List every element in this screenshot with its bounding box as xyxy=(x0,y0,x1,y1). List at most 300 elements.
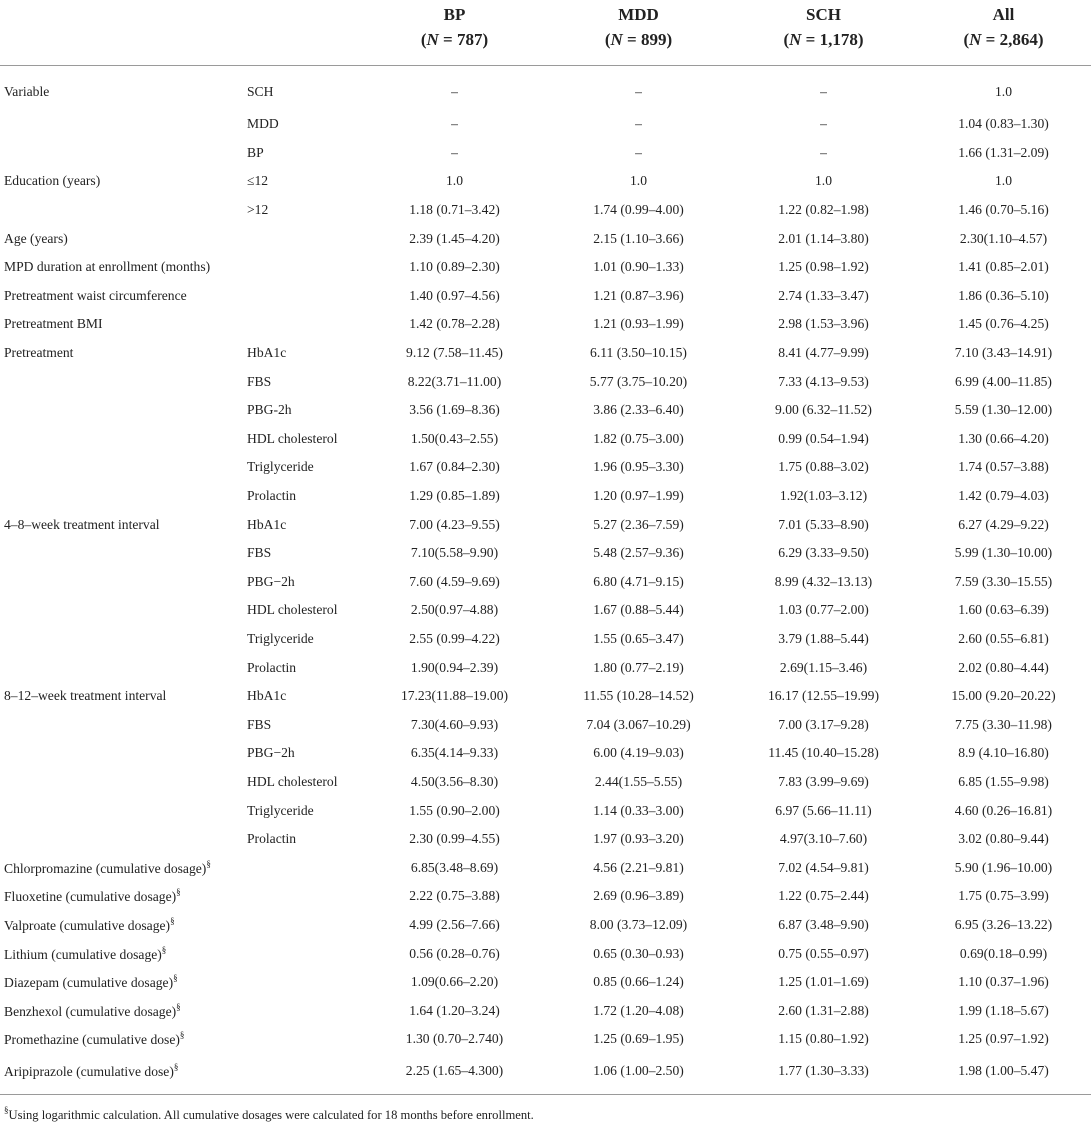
sch-value-cell-text: 4.97(3.10–7.60) xyxy=(779,831,868,847)
variable-cell xyxy=(0,653,243,682)
table-row xyxy=(0,139,1091,168)
mdd-value-cell xyxy=(546,510,731,539)
table-row xyxy=(0,796,1091,825)
table-footnote xyxy=(0,1095,1091,1123)
sch-value-cell-text: 1.22 (0.82–1.98) xyxy=(778,202,869,218)
mdd-value-cell-text: 6.11 (3.50–10.15) xyxy=(590,345,687,361)
all-value-cell xyxy=(916,110,1091,139)
variable-cell xyxy=(0,310,243,339)
bp-value-cell-text: 1.18 (0.71–3.42) xyxy=(409,202,500,218)
subgroup-cell xyxy=(243,825,363,854)
bp-value-cell xyxy=(363,367,546,396)
mdd-value-cell-text: 1.72 (1.20–4.08) xyxy=(593,1002,684,1018)
all-value-cell xyxy=(916,568,1091,597)
table-row xyxy=(0,882,1091,911)
mdd-value-cell xyxy=(546,739,731,768)
sch-value-cell xyxy=(731,853,916,882)
mdd-value-cell xyxy=(546,853,731,882)
sch-value-cell xyxy=(731,796,916,825)
subgroup-cell xyxy=(243,710,363,739)
variable-cell xyxy=(0,853,243,882)
sch-value-cell-text: 2.69(1.15–3.46) xyxy=(779,659,868,675)
table-row xyxy=(0,768,1091,797)
mdd-value-cell xyxy=(546,139,731,168)
bp-value-cell xyxy=(363,625,546,654)
footnote-marker: § xyxy=(179,1030,185,1041)
bp-value-cell xyxy=(363,911,546,940)
sch-value-cell xyxy=(731,110,916,139)
bp-value-cell-text: 17.23(11.88–19.00) xyxy=(400,688,509,704)
variable-cell xyxy=(0,367,243,396)
all-value-cell-text: 1.60 (0.63–6.39) xyxy=(958,602,1049,618)
header-col-n: (N = 899) xyxy=(604,30,673,49)
all-value-cell xyxy=(916,968,1091,997)
sch-value-cell xyxy=(731,66,916,111)
header-col-n: (N = 2,864) xyxy=(963,30,1044,49)
mdd-value-cell-text: – xyxy=(635,116,642,132)
variable-cell-text: 8–12–week treatment interval xyxy=(4,688,167,704)
mdd-value-cell xyxy=(546,882,731,911)
bp-value-cell-text: 1.10 (0.89–2.30) xyxy=(409,259,500,275)
variable-cell-text: Valproate (cumulative dosage) xyxy=(4,917,171,933)
subgroup-cell-text: PBG-2h xyxy=(247,402,292,418)
subgroup-cell xyxy=(243,253,363,282)
variable-cell xyxy=(0,224,243,253)
footnote-marker: § xyxy=(4,1104,9,1115)
mdd-value-cell-text: 11.55 (10.28–14.52) xyxy=(583,688,694,704)
bp-value-cell xyxy=(363,825,546,854)
sch-value-cell-text: 2.01 (1.14–3.80) xyxy=(778,230,869,246)
bp-value-cell xyxy=(363,253,546,282)
bp-value-cell xyxy=(363,482,546,511)
mdd-value-cell-text: 1.82 (0.75–3.00) xyxy=(593,430,684,446)
header-col-bp xyxy=(363,0,546,66)
subgroup-cell xyxy=(243,425,363,454)
subgroup-cell-text: Triglyceride xyxy=(247,802,314,818)
all-value-cell xyxy=(916,453,1091,482)
subgroup-cell-text: Prolactin xyxy=(247,659,297,675)
table-row xyxy=(0,568,1091,597)
mdd-value-cell xyxy=(546,968,731,997)
mdd-value-cell xyxy=(546,682,731,711)
bp-value-cell xyxy=(363,682,546,711)
variable-cell-text: Pretreatment xyxy=(4,345,74,361)
all-value-cell xyxy=(916,882,1091,911)
all-value-cell-text: 2.02 (0.80–4.44) xyxy=(958,659,1049,675)
all-value-cell xyxy=(916,939,1091,968)
bp-value-cell xyxy=(363,768,546,797)
mdd-value-cell xyxy=(546,939,731,968)
table-row xyxy=(0,482,1091,511)
sch-value-cell-text: 3.79 (1.88–5.44) xyxy=(778,630,869,646)
sch-value-cell xyxy=(731,625,916,654)
all-value-cell-text: 7.59 (3.30–15.55) xyxy=(954,573,1053,589)
mdd-value-cell xyxy=(546,110,731,139)
sch-value-cell-text: 2.74 (1.33–3.47) xyxy=(778,287,869,303)
sch-value-cell-text: 1.75 (0.88–3.02) xyxy=(778,459,869,475)
subgroup-cell xyxy=(243,996,363,1025)
variable-cell xyxy=(0,396,243,425)
sch-value-cell xyxy=(731,482,916,511)
table-row xyxy=(0,710,1091,739)
bp-value-cell-text: 2.30 (0.99–4.55) xyxy=(409,831,500,847)
subgroup-cell-text: ≤12 xyxy=(247,173,269,189)
all-value-cell-text: 1.99 (1.18–5.67) xyxy=(958,1002,1049,1018)
variable-cell xyxy=(0,196,243,225)
table-row xyxy=(0,224,1091,253)
variable-cell xyxy=(0,453,243,482)
mdd-value-cell xyxy=(546,453,731,482)
all-value-cell-text: 1.66 (1.31–2.09) xyxy=(958,144,1049,160)
sch-value-cell xyxy=(731,739,916,768)
bp-value-cell xyxy=(363,710,546,739)
all-value-cell xyxy=(916,1054,1091,1095)
mdd-value-cell-text: 0.85 (0.66–1.24) xyxy=(593,974,684,990)
footnote-marker: § xyxy=(170,915,175,926)
variable-cell xyxy=(0,768,243,797)
bp-value-cell xyxy=(363,510,546,539)
sch-value-cell-text: 11.45 (10.40–15.28) xyxy=(768,745,879,761)
all-value-cell-text: 7.10 (3.43–14.91) xyxy=(954,345,1053,361)
subgroup-cell-text: Prolactin xyxy=(247,488,297,504)
variable-cell xyxy=(0,682,243,711)
bp-value-cell xyxy=(363,310,546,339)
header-blank-variable xyxy=(0,0,243,66)
mdd-value-cell-text: 1.21 (0.87–3.96) xyxy=(593,287,684,303)
table-row xyxy=(0,1025,1091,1054)
table-row xyxy=(0,425,1091,454)
bp-value-cell-text: 2.50(0.97–4.88) xyxy=(410,602,499,618)
mdd-value-cell-text: 2.44(1.55–5.55) xyxy=(594,773,683,789)
mdd-value-cell-text: 5.27 (2.36–7.59) xyxy=(593,516,684,532)
sch-value-cell-text: 1.0 xyxy=(815,173,832,189)
mdd-value-cell-text: 2.15 (1.10–3.66) xyxy=(593,230,684,246)
bp-value-cell-text: 6.85(3.48–8.69) xyxy=(410,859,499,875)
mdd-value-cell xyxy=(546,224,731,253)
mdd-value-cell xyxy=(546,768,731,797)
bp-value-cell-text: 3.56 (1.69–8.36) xyxy=(409,402,500,418)
variable-cell xyxy=(0,568,243,597)
table-body xyxy=(0,66,1091,1095)
mdd-value-cell-text: 1.80 (0.77–2.19) xyxy=(593,659,684,675)
subgroup-cell xyxy=(243,282,363,311)
subgroup-cell-text: FBS xyxy=(247,373,272,389)
variable-cell xyxy=(0,539,243,568)
all-value-cell xyxy=(916,853,1091,882)
variable-cell xyxy=(0,282,243,311)
variable-cell xyxy=(0,253,243,282)
mdd-value-cell-text: – xyxy=(635,144,642,160)
variable-cell xyxy=(0,796,243,825)
header-col-mdd xyxy=(546,0,731,66)
subgroup-cell-text: PBG−2h xyxy=(247,573,295,589)
sch-value-cell xyxy=(731,882,916,911)
variable-cell xyxy=(0,1025,243,1054)
variable-cell-text: Pretreatment BMI xyxy=(4,316,103,332)
mdd-value-cell-text: 1.74 (0.99–4.00) xyxy=(593,202,684,218)
sch-value-cell xyxy=(731,968,916,997)
bp-value-cell xyxy=(363,996,546,1025)
subgroup-cell xyxy=(243,396,363,425)
sch-value-cell-text: 1.15 (0.80–1.92) xyxy=(778,1031,869,1047)
mdd-value-cell-text: 0.65 (0.30–0.93) xyxy=(593,945,684,961)
variable-cell xyxy=(0,710,243,739)
subgroup-cell xyxy=(243,539,363,568)
sch-value-cell xyxy=(731,167,916,196)
sch-value-cell xyxy=(731,768,916,797)
bp-value-cell xyxy=(363,596,546,625)
variable-cell xyxy=(0,596,243,625)
mdd-value-cell xyxy=(546,653,731,682)
sch-value-cell-text: 8.41 (4.77–9.99) xyxy=(778,345,869,361)
sch-value-cell xyxy=(731,139,916,168)
mdd-value-cell xyxy=(546,710,731,739)
bp-value-cell xyxy=(363,282,546,311)
footnote-marker: § xyxy=(173,1061,179,1072)
mdd-value-cell xyxy=(546,568,731,597)
subgroup-cell-text: HbA1c xyxy=(247,688,287,704)
variable-cell xyxy=(0,911,243,940)
mdd-value-cell-text: – xyxy=(635,84,642,99)
all-value-cell xyxy=(916,596,1091,625)
mdd-value-cell xyxy=(546,539,731,568)
sch-value-cell xyxy=(731,1054,916,1095)
subgroup-cell xyxy=(243,596,363,625)
variable-cell xyxy=(0,882,243,911)
variable-cell-text: Education (years) xyxy=(4,173,101,189)
bp-value-cell-text: 1.0 xyxy=(446,173,463,189)
variable-cell-text: 4–8–week treatment interval xyxy=(4,516,160,532)
all-value-cell xyxy=(916,682,1091,711)
sch-value-cell-text: 6.29 (3.33–9.50) xyxy=(778,545,869,561)
all-value-cell xyxy=(916,653,1091,682)
table-row xyxy=(0,968,1091,997)
bp-value-cell xyxy=(363,139,546,168)
sch-value-cell-text: 0.75 (0.55–0.97) xyxy=(778,945,869,961)
mdd-value-cell xyxy=(546,66,731,111)
all-value-cell-text: 2.30(1.10–4.57) xyxy=(959,230,1048,246)
bp-value-cell xyxy=(363,568,546,597)
variable-cell xyxy=(0,825,243,854)
all-value-cell xyxy=(916,339,1091,368)
variable-cell-text: Variable xyxy=(4,84,50,99)
mdd-value-cell xyxy=(546,996,731,1025)
sch-value-cell xyxy=(731,710,916,739)
sch-value-cell xyxy=(731,653,916,682)
variable-cell xyxy=(0,1054,243,1095)
sch-value-cell xyxy=(731,396,916,425)
bp-value-cell-text: 1.40 (0.97–4.56) xyxy=(409,287,500,303)
all-value-cell-text: 1.41 (0.85–2.01) xyxy=(958,259,1049,275)
all-value-cell xyxy=(916,66,1091,111)
table-row xyxy=(0,339,1091,368)
mdd-value-cell xyxy=(546,282,731,311)
bp-value-cell-text: 1.42 (0.78–2.28) xyxy=(409,316,500,332)
all-value-cell-text: 4.60 (0.26–16.81) xyxy=(954,802,1053,818)
mdd-value-cell-text: 5.77 (3.75–10.20) xyxy=(589,373,688,389)
header-col-name: SCH xyxy=(806,5,841,24)
sch-value-cell-text: 16.17 (12.55–19.99) xyxy=(767,688,879,704)
all-value-cell-text: 1.98 (1.00–5.47) xyxy=(958,1062,1049,1078)
table-row xyxy=(0,596,1091,625)
all-value-cell xyxy=(916,396,1091,425)
subgroup-cell xyxy=(243,167,363,196)
sch-value-cell xyxy=(731,539,916,568)
sch-value-cell xyxy=(731,282,916,311)
all-value-cell xyxy=(916,196,1091,225)
bp-value-cell-text: 9.12 (7.58–11.45) xyxy=(406,345,503,361)
all-value-cell xyxy=(916,911,1091,940)
variable-cell xyxy=(0,139,243,168)
subgroup-cell-text: HbA1c xyxy=(247,345,287,361)
all-value-cell xyxy=(916,224,1091,253)
table-row xyxy=(0,510,1091,539)
all-value-cell xyxy=(916,139,1091,168)
mdd-value-cell-text: 5.48 (2.57–9.36) xyxy=(593,545,684,561)
bp-value-cell xyxy=(363,539,546,568)
all-value-cell xyxy=(916,739,1091,768)
subgroup-cell-text: FBS xyxy=(247,545,272,561)
subgroup-cell-text: Triglyceride xyxy=(247,459,314,475)
bp-value-cell-text: – xyxy=(451,116,458,132)
footnote-marker: § xyxy=(176,1001,181,1012)
variable-cell-text: Aripiprazole (cumulative dose) xyxy=(4,1063,174,1079)
table-row xyxy=(0,1054,1091,1095)
sch-value-cell-text: 0.99 (0.54–1.94) xyxy=(778,430,869,446)
mdd-value-cell-text: 7.04 (3.067–10.29) xyxy=(586,716,691,732)
subgroup-cell xyxy=(243,968,363,997)
table-row xyxy=(0,196,1091,225)
bp-value-cell xyxy=(363,425,546,454)
all-value-cell-text: 1.75 (0.75–3.99) xyxy=(958,888,1049,904)
mdd-value-cell xyxy=(546,339,731,368)
bp-value-cell-text: 1.09(0.66–2.20) xyxy=(410,974,499,990)
subgroup-cell xyxy=(243,853,363,882)
all-value-cell-text: 8.9 (4.10–16.80) xyxy=(958,745,1049,761)
variable-cell xyxy=(0,425,243,454)
all-value-cell xyxy=(916,425,1091,454)
bp-value-cell-text: 2.55 (0.99–4.22) xyxy=(409,630,500,646)
variable-cell xyxy=(0,66,243,111)
all-value-cell xyxy=(916,310,1091,339)
table-row xyxy=(0,282,1091,311)
all-value-cell xyxy=(916,796,1091,825)
bp-value-cell-text: – xyxy=(451,144,458,160)
mdd-value-cell-text: 1.25 (0.69–1.95) xyxy=(593,1031,684,1047)
all-value-cell-text: 0.69(0.18–0.99) xyxy=(959,945,1048,961)
bp-value-cell xyxy=(363,739,546,768)
subgroup-cell-text: MDD xyxy=(247,116,279,132)
sch-value-cell xyxy=(731,367,916,396)
all-value-cell xyxy=(916,510,1091,539)
all-value-cell-text: 2.60 (0.55–6.81) xyxy=(958,630,1049,646)
sch-value-cell xyxy=(731,339,916,368)
all-value-cell xyxy=(916,1025,1091,1054)
table-row xyxy=(0,167,1091,196)
footnote-marker: § xyxy=(176,887,181,898)
table-row xyxy=(0,825,1091,854)
subgroup-cell-text: BP xyxy=(247,144,264,160)
all-value-cell xyxy=(916,482,1091,511)
all-value-cell-text: 1.25 (0.97–1.92) xyxy=(958,1031,1049,1047)
all-value-cell xyxy=(916,710,1091,739)
bp-value-cell-text: 2.25 (1.65–4.300) xyxy=(405,1062,504,1078)
mdd-value-cell-text: 1.01 (0.90–1.33) xyxy=(593,259,684,275)
variable-cell xyxy=(0,625,243,654)
sch-value-cell xyxy=(731,939,916,968)
bp-value-cell-text: 7.00 (4.23–9.55) xyxy=(409,516,500,532)
bp-value-cell-text: 8.22(3.71–11.00) xyxy=(407,373,502,389)
subgroup-cell xyxy=(243,310,363,339)
all-value-cell-text: 6.27 (4.29–9.22) xyxy=(958,516,1049,532)
table-row xyxy=(0,310,1091,339)
table-row xyxy=(0,939,1091,968)
subgroup-cell xyxy=(243,625,363,654)
variable-cell xyxy=(0,939,243,968)
mdd-value-cell xyxy=(546,196,731,225)
subgroup-cell xyxy=(243,682,363,711)
sch-value-cell-text: – xyxy=(820,116,827,132)
header-col-n: (N = 787) xyxy=(420,30,489,49)
subgroup-cell xyxy=(243,739,363,768)
subgroup-cell xyxy=(243,882,363,911)
sch-value-cell xyxy=(731,825,916,854)
header-col-name: MDD xyxy=(618,5,659,24)
mdd-value-cell xyxy=(546,911,731,940)
table-row xyxy=(0,367,1091,396)
variable-cell xyxy=(0,510,243,539)
subgroup-cell xyxy=(243,196,363,225)
all-value-cell xyxy=(916,539,1091,568)
all-value-cell xyxy=(916,253,1091,282)
footnote-marker: § xyxy=(173,973,178,984)
mdd-value-cell xyxy=(546,367,731,396)
subgroup-cell xyxy=(243,911,363,940)
subgroup-cell xyxy=(243,339,363,368)
variable-cell-text: Promethazine (cumulative dose) xyxy=(4,1032,180,1048)
mdd-value-cell xyxy=(546,1054,731,1095)
subgroup-cell xyxy=(243,768,363,797)
sch-value-cell xyxy=(731,453,916,482)
bp-value-cell xyxy=(363,1054,546,1095)
mdd-value-cell-text: 8.00 (3.73–12.09) xyxy=(589,916,688,932)
all-value-cell-text: 5.59 (1.30–12.00) xyxy=(954,402,1053,418)
subgroup-cell xyxy=(243,1054,363,1095)
mdd-value-cell-text: 1.96 (0.95–3.30) xyxy=(593,459,684,475)
bp-value-cell-text: 2.22 (0.75–3.88) xyxy=(409,888,500,904)
variable-cell-text: Diazepam (cumulative dosage) xyxy=(4,975,174,991)
table-header xyxy=(0,0,1091,66)
variable-cell-text: Chlorpromazine (cumulative dosage) xyxy=(4,860,207,876)
sch-value-cell xyxy=(731,911,916,940)
sch-value-cell xyxy=(731,196,916,225)
all-value-cell-text: 1.74 (0.57–3.88) xyxy=(958,459,1049,475)
all-value-cell-text: 1.0 xyxy=(995,84,1012,99)
subgroup-cell-text: HDL cholesterol xyxy=(247,602,338,618)
sch-value-cell-text: 2.98 (1.53–3.96) xyxy=(778,316,869,332)
mdd-value-cell-text: 1.21 (0.93–1.99) xyxy=(593,316,684,332)
header-col-name: BP xyxy=(443,5,466,24)
bp-value-cell-text: 7.30(4.60–9.93) xyxy=(410,716,499,732)
subgroup-cell-text: SCH xyxy=(247,84,274,99)
bp-value-cell-text: 1.30 (0.70–2.740) xyxy=(405,1031,504,1047)
all-value-cell-text: 1.45 (0.76–4.25) xyxy=(958,316,1049,332)
subgroup-cell xyxy=(243,224,363,253)
subgroup-cell xyxy=(243,367,363,396)
all-value-cell xyxy=(916,625,1091,654)
sch-value-cell-text: – xyxy=(820,84,827,99)
sch-value-cell xyxy=(731,996,916,1025)
